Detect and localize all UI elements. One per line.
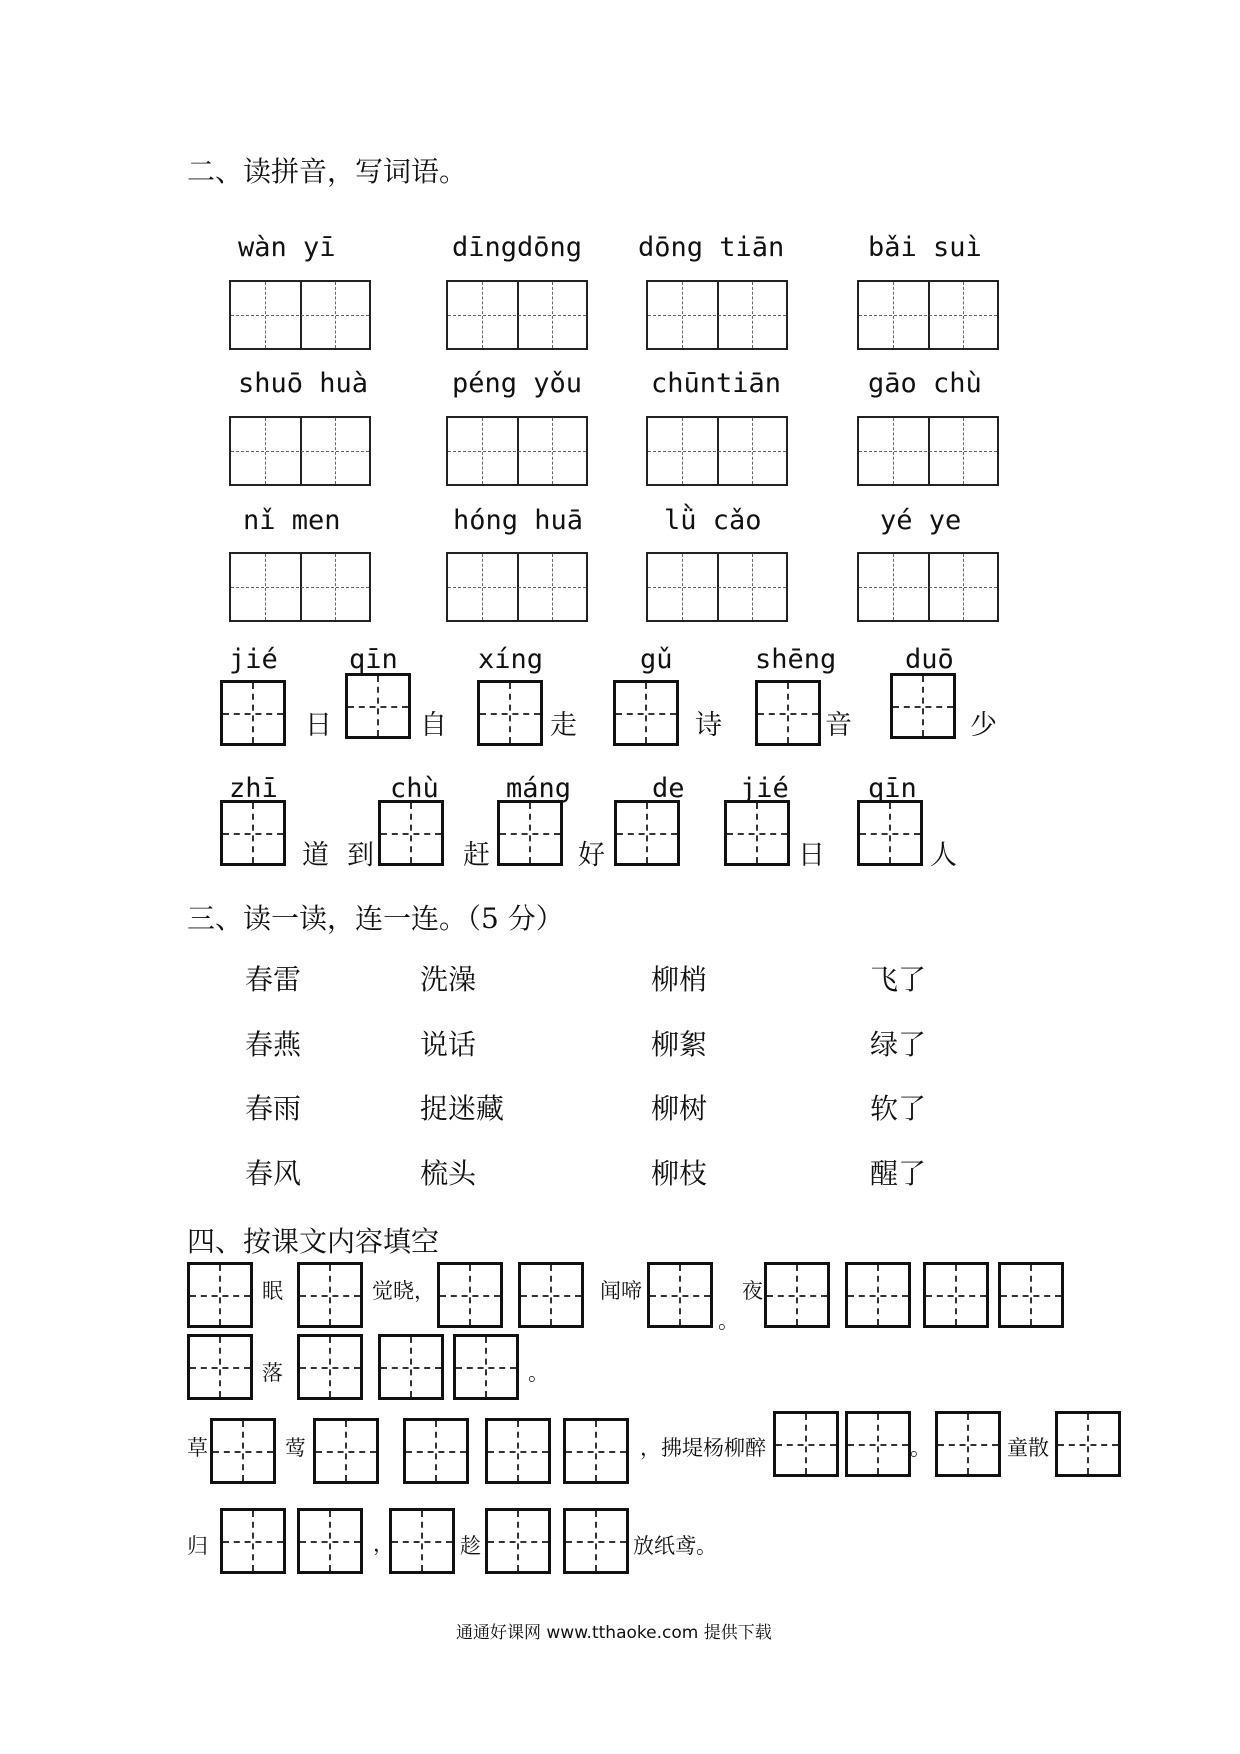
pinyin-label: jié (740, 773, 789, 804)
given-char: 道 (302, 840, 329, 871)
pinyin-label: shuō huà (238, 368, 369, 399)
given-char: 好 (578, 840, 605, 871)
writing-grid[interactable] (229, 280, 371, 350)
char-grid[interactable] (857, 800, 923, 866)
char-grid[interactable] (773, 1411, 839, 1477)
match-word[interactable]: 春雷 (245, 963, 302, 996)
char-grid[interactable] (923, 1262, 989, 1328)
char-grid[interactable] (378, 800, 444, 866)
writing-grid[interactable] (646, 280, 788, 350)
match-word[interactable]: 柳树 (651, 1092, 708, 1125)
char-grid[interactable] (845, 1262, 911, 1328)
match-word[interactable]: 飞了 (870, 963, 927, 996)
writing-grid[interactable] (446, 416, 588, 486)
given-text: 眠 (262, 1279, 283, 1303)
given-char: 诗 (695, 710, 722, 741)
given-text: 闻啼 (600, 1279, 642, 1303)
given-char: 日 (305, 710, 332, 741)
char-grid[interactable] (220, 800, 286, 866)
writing-grid[interactable] (857, 552, 999, 622)
char-grid[interactable] (485, 1418, 551, 1484)
given-text: 归 (187, 1534, 208, 1558)
given-text: 觉晓， (372, 1279, 435, 1303)
match-word[interactable]: 柳枝 (651, 1157, 708, 1190)
given-text: 放纸鸢。 (633, 1534, 717, 1558)
given-text: 落 (262, 1361, 283, 1385)
pinyin-label: qīn (349, 644, 398, 675)
section-4-title: 四、按课文内容填空 (187, 1225, 440, 1258)
pinyin-label: xíng (478, 644, 544, 675)
section-3-title: 三、读一读，连一连。（5 分） (187, 902, 564, 935)
given-text: 趁 (460, 1534, 481, 1558)
given-text: 童散 (1007, 1436, 1049, 1460)
char-grid[interactable] (297, 1334, 363, 1400)
match-word[interactable]: 软了 (870, 1092, 927, 1125)
char-grid[interactable] (187, 1334, 253, 1400)
match-word[interactable]: 捉迷藏 (420, 1092, 505, 1125)
pinyin-label: chūntiān (651, 368, 782, 399)
char-grid[interactable] (935, 1411, 1001, 1477)
char-grid[interactable] (210, 1418, 276, 1484)
char-grid[interactable] (220, 680, 286, 746)
given-text: 草 (187, 1436, 208, 1460)
pinyin-label: shēng (755, 644, 837, 675)
pinyin-label: wàn yī (238, 232, 336, 263)
given-char: 人 (930, 840, 957, 871)
pinyin-label: gāo chù (868, 368, 982, 399)
writing-grid[interactable] (857, 280, 999, 350)
writing-grid[interactable] (446, 552, 588, 622)
given-text: 。 (910, 1436, 931, 1460)
given-char: 到 (347, 840, 374, 871)
char-grid[interactable] (764, 1262, 830, 1328)
char-grid[interactable] (497, 800, 563, 866)
given-char: 少 (970, 710, 997, 741)
given-char: 音 (825, 710, 852, 741)
char-grid[interactable] (518, 1262, 584, 1328)
given-char: 日 (798, 840, 825, 871)
writing-grid[interactable] (229, 552, 371, 622)
char-grid[interactable] (485, 1508, 551, 1574)
char-grid[interactable] (1055, 1411, 1121, 1477)
given-char: 自 (420, 710, 447, 741)
char-grid[interactable] (755, 680, 821, 746)
char-grid[interactable] (613, 680, 679, 746)
given-text: 莺 (285, 1436, 306, 1460)
pinyin-label: péng yǒu (452, 368, 583, 399)
writing-grid[interactable] (229, 416, 371, 486)
given-char: 走 (550, 710, 577, 741)
match-word[interactable]: 绿了 (870, 1028, 927, 1061)
char-grid[interactable] (998, 1262, 1064, 1328)
given-char: 赶 (463, 840, 490, 871)
char-grid[interactable] (845, 1411, 911, 1477)
section-2-title: 二、读拼音，写词语。 (187, 155, 468, 188)
match-word[interactable]: 春雨 (245, 1092, 302, 1125)
writing-grid[interactable] (857, 416, 999, 486)
pinyin-label: chù (390, 773, 439, 804)
pinyin-label: zhī (229, 773, 278, 804)
pinyin-label: dīngdōng (452, 232, 583, 263)
char-grid[interactable] (297, 1262, 363, 1328)
match-word[interactable]: 洗澡 (420, 963, 477, 996)
char-grid[interactable] (313, 1418, 379, 1484)
char-grid[interactable] (389, 1508, 455, 1574)
pinyin-label: dōng tiān (638, 232, 785, 263)
char-grid[interactable] (890, 673, 956, 739)
writing-grid[interactable] (646, 552, 788, 622)
pinyin-label: yé ye (880, 505, 962, 536)
footer-credit: 通通好课网 www.tthaoke.com 提供下载 (456, 1623, 772, 1643)
char-grid[interactable] (477, 680, 543, 746)
given-text: 。 (718, 1309, 739, 1333)
char-grid[interactable] (563, 1418, 629, 1484)
given-text: 夜 (742, 1279, 763, 1303)
char-grid[interactable] (437, 1262, 503, 1328)
writing-grid[interactable] (446, 280, 588, 350)
pinyin-label: duō (905, 644, 954, 675)
pinyin-label: lǜ cǎo (664, 505, 762, 536)
char-grid[interactable] (378, 1334, 444, 1400)
char-grid[interactable] (453, 1334, 519, 1400)
pinyin-label: hóng huā (453, 505, 584, 536)
match-word[interactable]: 柳梢 (651, 963, 708, 996)
char-grid[interactable] (187, 1262, 253, 1328)
pinyin-label: máng (506, 773, 572, 804)
pinyin-label: jié (229, 644, 278, 675)
char-grid[interactable] (647, 1262, 713, 1328)
given-text: ，拂堤杨柳醉 (640, 1436, 766, 1460)
given-text: 。 (528, 1361, 549, 1385)
char-grid[interactable] (403, 1418, 469, 1484)
pinyin-label: qīn (868, 773, 917, 804)
match-word[interactable]: 醒了 (870, 1157, 927, 1190)
match-word[interactable]: 梳头 (420, 1157, 477, 1190)
char-grid[interactable] (297, 1508, 363, 1574)
char-grid[interactable] (220, 1508, 286, 1574)
pinyin-label: bǎi suì (868, 232, 982, 263)
pinyin-label: nǐ men (243, 505, 341, 536)
char-grid[interactable] (345, 673, 411, 739)
match-word[interactable]: 柳絮 (651, 1028, 708, 1061)
match-word[interactable]: 春燕 (245, 1028, 302, 1061)
writing-grid[interactable] (646, 416, 788, 486)
match-word[interactable]: 说话 (420, 1028, 477, 1061)
char-grid[interactable] (614, 800, 680, 866)
match-word[interactable]: 春风 (245, 1157, 302, 1190)
pinyin-label: gǔ (640, 644, 673, 675)
char-grid[interactable] (563, 1508, 629, 1574)
given-text: ， (373, 1532, 394, 1556)
char-grid[interactable] (724, 800, 790, 866)
pinyin-label: de (652, 773, 685, 804)
